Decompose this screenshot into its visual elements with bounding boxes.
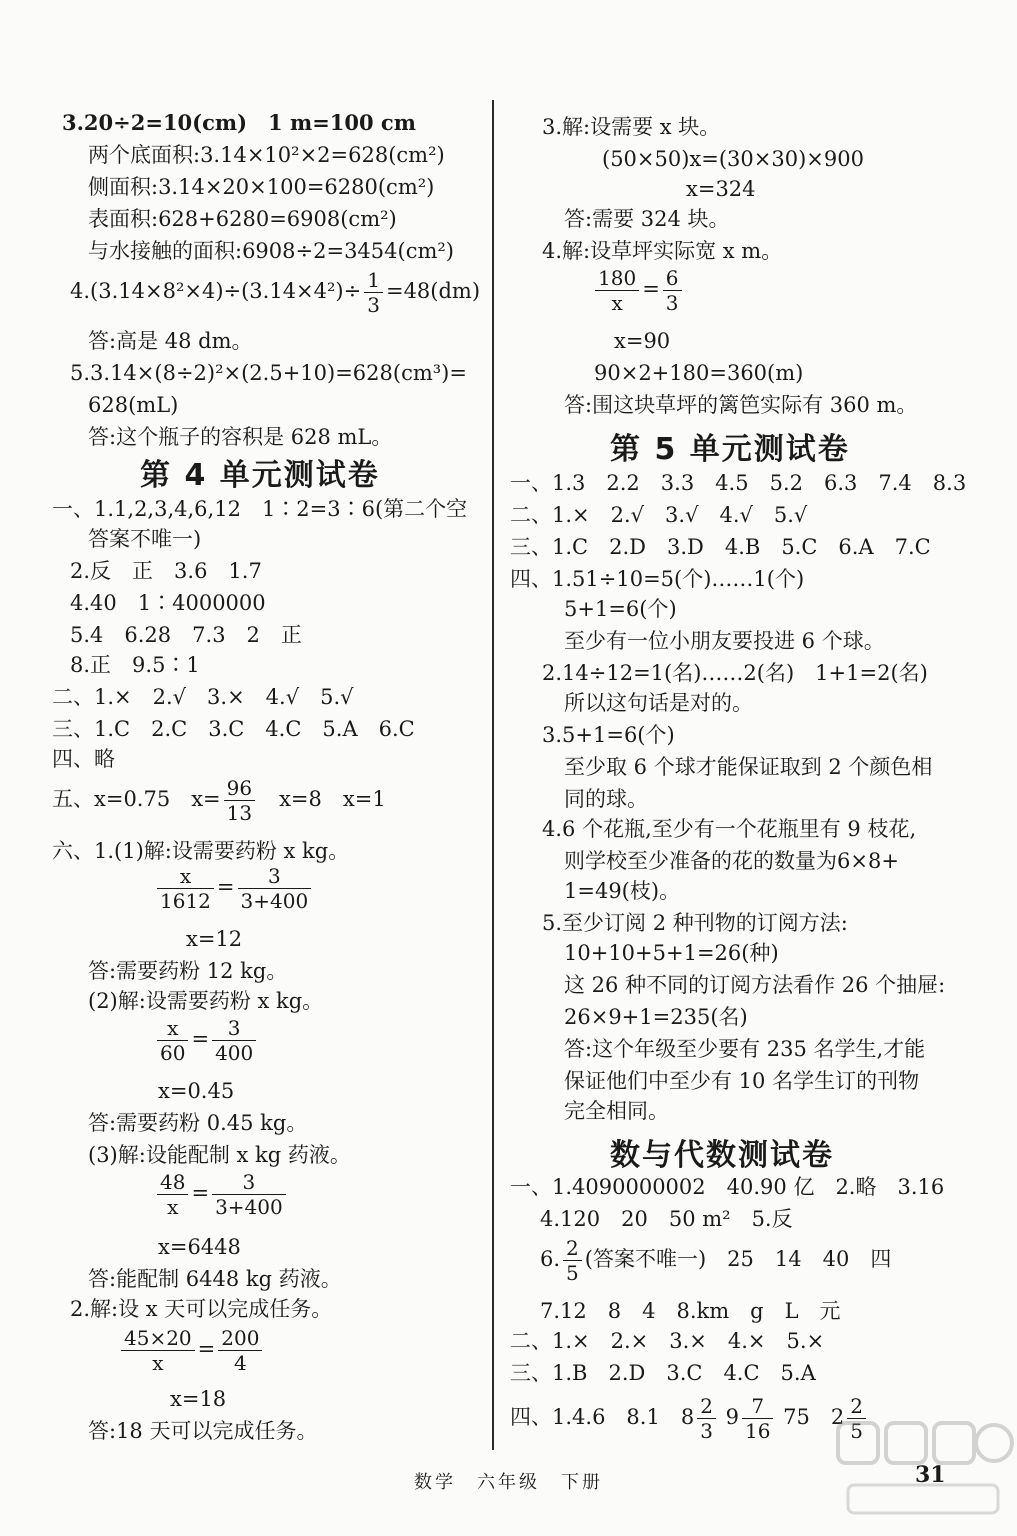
text: = xyxy=(191,1027,210,1051)
line: 二、1.× 2.√ 3.× 4.√ 5.√ xyxy=(52,685,354,709)
fraction: $\frac{2}{5}$ xyxy=(847,1394,866,1443)
column-divider xyxy=(492,100,494,1450)
equation xyxy=(154,864,314,913)
line: 答:需要药粉 12 kg。 xyxy=(88,959,288,983)
fraction: $\frac{1}{3}$ xyxy=(364,268,383,317)
line: 26×9+1=235(名) xyxy=(564,1005,748,1029)
line: 8.正 9.5∶1 xyxy=(70,653,200,677)
text: = xyxy=(197,1337,216,1361)
line: 5.3.14×(8÷2)²×(2.5+10)=628(cm³)= xyxy=(70,361,467,385)
fraction: $\frac{2}{3}$ xyxy=(697,1394,716,1443)
line: 答:围这块草坪的篱笆实际有 360 m。 xyxy=(564,393,918,417)
line: 二、1.× 2.√ 3.√ 4.√ 5.√ xyxy=(510,503,808,527)
fraction: $\frac{x}{1612}$ xyxy=(157,864,214,913)
line: 一、1.3 2.2 3.3 4.5 5.2 6.3 7.4 8.3 xyxy=(510,471,967,495)
line: x=90 xyxy=(614,329,671,353)
line: 1=49(枝)。 xyxy=(564,879,681,903)
line: 3.5+1=6(个) xyxy=(542,723,675,747)
fraction-line xyxy=(70,268,480,317)
line: 3.解:设需要 x 块。 xyxy=(542,115,721,139)
fraction: $\frac{45\times 20}{x}$ xyxy=(121,1326,195,1375)
section-title: 数与代数测试卷 xyxy=(610,1138,834,1173)
page-number: 31 xyxy=(915,1462,946,1488)
fraction: $\frac{x}{60}$ xyxy=(157,1016,188,1065)
line: 4.解:设草坪实际宽 x m。 xyxy=(542,239,783,263)
section-title: 第 5 单元测试卷 xyxy=(610,432,850,467)
line: 答:这个年级至少要有 235 名学生,才能 xyxy=(564,1037,926,1061)
line: x=0.45 xyxy=(158,1079,235,1103)
line: 2.14÷12=1(名)……2(名) 1+1=2(名) xyxy=(542,661,928,685)
fraction: $\frac{48}{x}$ xyxy=(157,1170,188,1219)
text: = xyxy=(191,1181,210,1205)
fraction: $\frac{3}{3+400}$ xyxy=(212,1170,286,1219)
page-footer: 数学 六年级 下册 xyxy=(414,1472,603,1493)
line: 至少取 6 个球才能保证取到 2 个颜色相 xyxy=(564,755,933,779)
line: 3.20÷2=10(cm) 1 m=100 cm xyxy=(62,110,416,135)
text: 四、1.4.6 8.1 8 xyxy=(510,1405,695,1429)
line: 保证他们中至少有 10 名学生订的刊物 xyxy=(564,1069,920,1093)
text: 9 xyxy=(725,1405,739,1429)
line: 两个底面积:3.14×10²×2=628(cm²) xyxy=(88,143,445,167)
line: 628(mL) xyxy=(88,393,179,417)
line: 一、1.1,2,3,4,6,12 1∶2=3∶6(第二个空 xyxy=(52,497,468,521)
line: x=12 xyxy=(186,927,243,951)
equation xyxy=(154,1170,289,1219)
line: 这 26 种不同的订阅方法看作 26 个抽屉: xyxy=(564,973,946,997)
line: 六、1.(1)解:设需要药粉 x kg。 xyxy=(52,839,350,863)
line: 5+1=6(个) xyxy=(564,597,677,621)
fraction: $\frac{3}{400}$ xyxy=(212,1016,256,1065)
fraction: $\frac{180}{x}$ xyxy=(595,266,639,315)
line: 90×2+180=360(m) xyxy=(594,361,804,385)
fraction: $\frac{2}{5}$ xyxy=(563,1236,582,1285)
line: 答:需要 324 块。 xyxy=(564,207,730,231)
line: 则学校至少准备的花的数量为6×8+ xyxy=(564,849,899,873)
line: 三、1.C 2.C 3.C 4.C 5.A 6.C xyxy=(52,717,415,741)
line: 4.120 20 50 m² 5.反 xyxy=(540,1207,793,1231)
line: 与水接触的面积:6908÷2=3454(cm²) xyxy=(88,239,454,263)
line: 表面积:628+6280=6908(cm²) xyxy=(88,207,397,231)
line: x=6448 xyxy=(158,1235,241,1259)
line: 四、1.51÷10=5(个)……1(个) xyxy=(510,567,805,591)
fraction: $\frac{7}{16}$ xyxy=(742,1394,773,1443)
line: (2)解:设需要药粉 x kg。 xyxy=(88,989,324,1013)
line: 三、1.B 2.D 3.C 4.C 5.A xyxy=(510,1361,816,1385)
text: 4.(3.14×8²×4)÷(3.14×4²)÷ xyxy=(70,279,362,303)
line: 侧面积:3.14×20×100=6280(cm²) xyxy=(88,175,435,199)
watermark-logo-icon xyxy=(828,1405,1017,1535)
fraction-line xyxy=(510,1394,869,1443)
line: 至少有一位小朋友要投进 6 个球。 xyxy=(564,629,885,653)
line: 4.40 1∶4000000 xyxy=(70,591,266,615)
text: = xyxy=(642,277,660,301)
line: 5.4 6.28 7.3 2 正 xyxy=(70,623,302,647)
fraction-line xyxy=(52,776,386,825)
line: 4.6 个花瓶,至少有一个花瓶里有 9 枝花, xyxy=(542,817,917,841)
line: (3)解:设能配制 x kg 药液。 xyxy=(88,1143,351,1167)
fraction: $\frac{6}{3}$ xyxy=(663,266,682,315)
fraction: $\frac{200}{4}$ xyxy=(218,1326,262,1375)
fraction-line xyxy=(540,1236,891,1285)
line: 答:18 天可以完成任务。 xyxy=(88,1419,318,1443)
line: 2.解:设 x 天可以完成任务。 xyxy=(70,1297,333,1321)
text: (答案不唯一) 25 14 40 四 xyxy=(584,1247,892,1271)
equation xyxy=(154,1016,259,1065)
line: 答:高是 48 dm。 xyxy=(88,329,253,353)
line: 答案不唯一) xyxy=(88,527,202,551)
text: 6. xyxy=(540,1247,561,1271)
line: 答:能配制 6448 kg 药液。 xyxy=(88,1267,342,1291)
section-title: 第 4 单元测试卷 xyxy=(140,458,380,493)
line: 10+10+5+1=26(种) xyxy=(564,941,779,965)
text: x=8 x=1 xyxy=(258,787,386,811)
text: = xyxy=(216,875,235,899)
line: 答:这个瓶子的容积是 628 mL。 xyxy=(88,425,393,449)
line: 答:需要药粉 0.45 kg。 xyxy=(88,1111,308,1135)
line: 完全相同。 xyxy=(564,1099,669,1123)
equation xyxy=(592,266,685,315)
text: 75 2 xyxy=(783,1405,845,1429)
line: 一、1.4090000002 40.90 亿 2.略 3.16 xyxy=(510,1175,945,1199)
fraction: $\frac{3}{3+400}$ xyxy=(238,864,312,913)
line: 同的球。 xyxy=(564,787,648,811)
text: =48(dm) xyxy=(385,279,481,303)
line: 四、略 xyxy=(52,747,115,771)
equation xyxy=(118,1326,265,1375)
line: (50×50)x=(30×30)×900 xyxy=(602,147,864,171)
line: 二、1.× 2.× 3.× 4.× 5.× xyxy=(510,1329,825,1353)
line: 7.12 8 4 8.km g L 元 xyxy=(540,1299,841,1323)
line: 三、1.C 2.D 3.D 4.B 5.C 6.A 7.C xyxy=(510,535,931,559)
line: 2.反 正 3.6 1.7 xyxy=(70,559,262,583)
line: 所以这句话是对的。 xyxy=(564,691,753,715)
line: x=18 xyxy=(170,1387,227,1411)
line: 5.至少订阅 2 种刊物的订阅方法: xyxy=(542,911,848,935)
text: 五、x=0.75 x= xyxy=(52,787,221,811)
fraction: $\frac{96}{13}$ xyxy=(224,776,255,825)
line: x=324 xyxy=(686,177,756,201)
